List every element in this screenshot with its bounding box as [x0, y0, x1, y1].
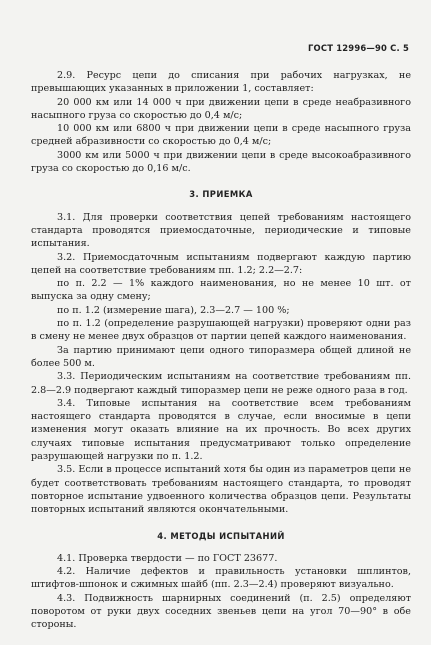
- paragraph: 3.1. Для проверки соответствия цепей требованиям настоящего стандарта проводятся приемосдаточные, периодические и типовые испытания.: [31, 211, 411, 250]
- document-body: [31, 69, 411, 632]
- paragraph: 10 000 км или 6800 ч при движении цепи в среде насыпного груза средней абразивности со скоростью до 0,4 м/с;: [31, 123, 411, 148]
- paragraph: 4.2. Наличие дефектов и правильность установки шплинтов, штифтов-шпонок и сжимных шайб (пп. 2.3—2.4) проверяют визуально.: [31, 566, 411, 591]
- paragraph: За партию принимают цепи одного типоразмера общей длиной не более 500 м.: [31, 344, 411, 369]
- section-heading: 3. ПРИЕМКА: [189, 189, 253, 200]
- section-heading: 4. МЕТОДЫ ИСПЫТАНИЙ: [157, 530, 285, 541]
- paragraph: 3.5. Если в процессе испытаний хотя бы один из параметров цепи не будет соответствовать требованиям настоящего стандарта, то проводят повторное испытание удвоенного количества образцов цепи. Результаты повторных испытаний являются окончательными.: [31, 464, 411, 516]
- paragraph: по п. 1.2 (измерение шага), 2.3—2.7 — 100 %;: [57, 304, 290, 316]
- paragraph: по п. 1.2 (определение разрушающей нагрузки) проверяют одни раз в смену не менее двух образцов от партии цепей каждого наименования.: [31, 318, 411, 343]
- paragraph: 3.4. Типовые испытания на соответствие всем требованиям настоящего стандарта проводятся в случае, если вносимые в цепи изменения могут оказать влияние на их прочность. Во всех других случаях типовые испытания предусматривают только определение разрушающей нагрузки по п. 1.2.: [31, 397, 411, 463]
- paragraph: 2.9. Ресурс цепи до списания при рабочих нагрузках, не превышающих указанных в приложении 1, составляет:: [31, 70, 411, 95]
- paragraph: 3.2. Приемосдаточным испытаниям подвергают каждую партию цепей на соответствие требованиям пп. 1.2; 2.2—2.7:: [31, 251, 411, 276]
- paragraph: 4.1. Проверка твердости — по ГОСТ 23677.: [57, 552, 278, 564]
- page-header: ГОСТ 12996—90 С. 5: [308, 43, 409, 53]
- paragraph: 4.3. Подвижность шарнирных соединений (п. 2.5) определяют поворотом от руки двух соседних звеньев цепи на угол 70—90° в обе стороны.: [31, 592, 411, 631]
- paragraph: 3.3. Периодическим испытаниям на соответствие требованиям пп. 2.8—2.9 подвергают каждый типоразмер цепи не реже одного раза в год.: [31, 371, 411, 396]
- paragraph: 3000 км или 5000 ч при движении цепи в среде высокоабразивного груза со скоростью до 0,16 м/с.: [31, 149, 411, 175]
- paragraph: по п. 2.2 — 1% каждого наименования, но не менее 10 шт. от выпуска за одну смену;: [31, 278, 411, 303]
- paragraph: 20 000 км или 14 000 ч при движении цепи в среде неабразивного насыпного груза со скоростью до 0,4 м/с;: [31, 96, 411, 121]
